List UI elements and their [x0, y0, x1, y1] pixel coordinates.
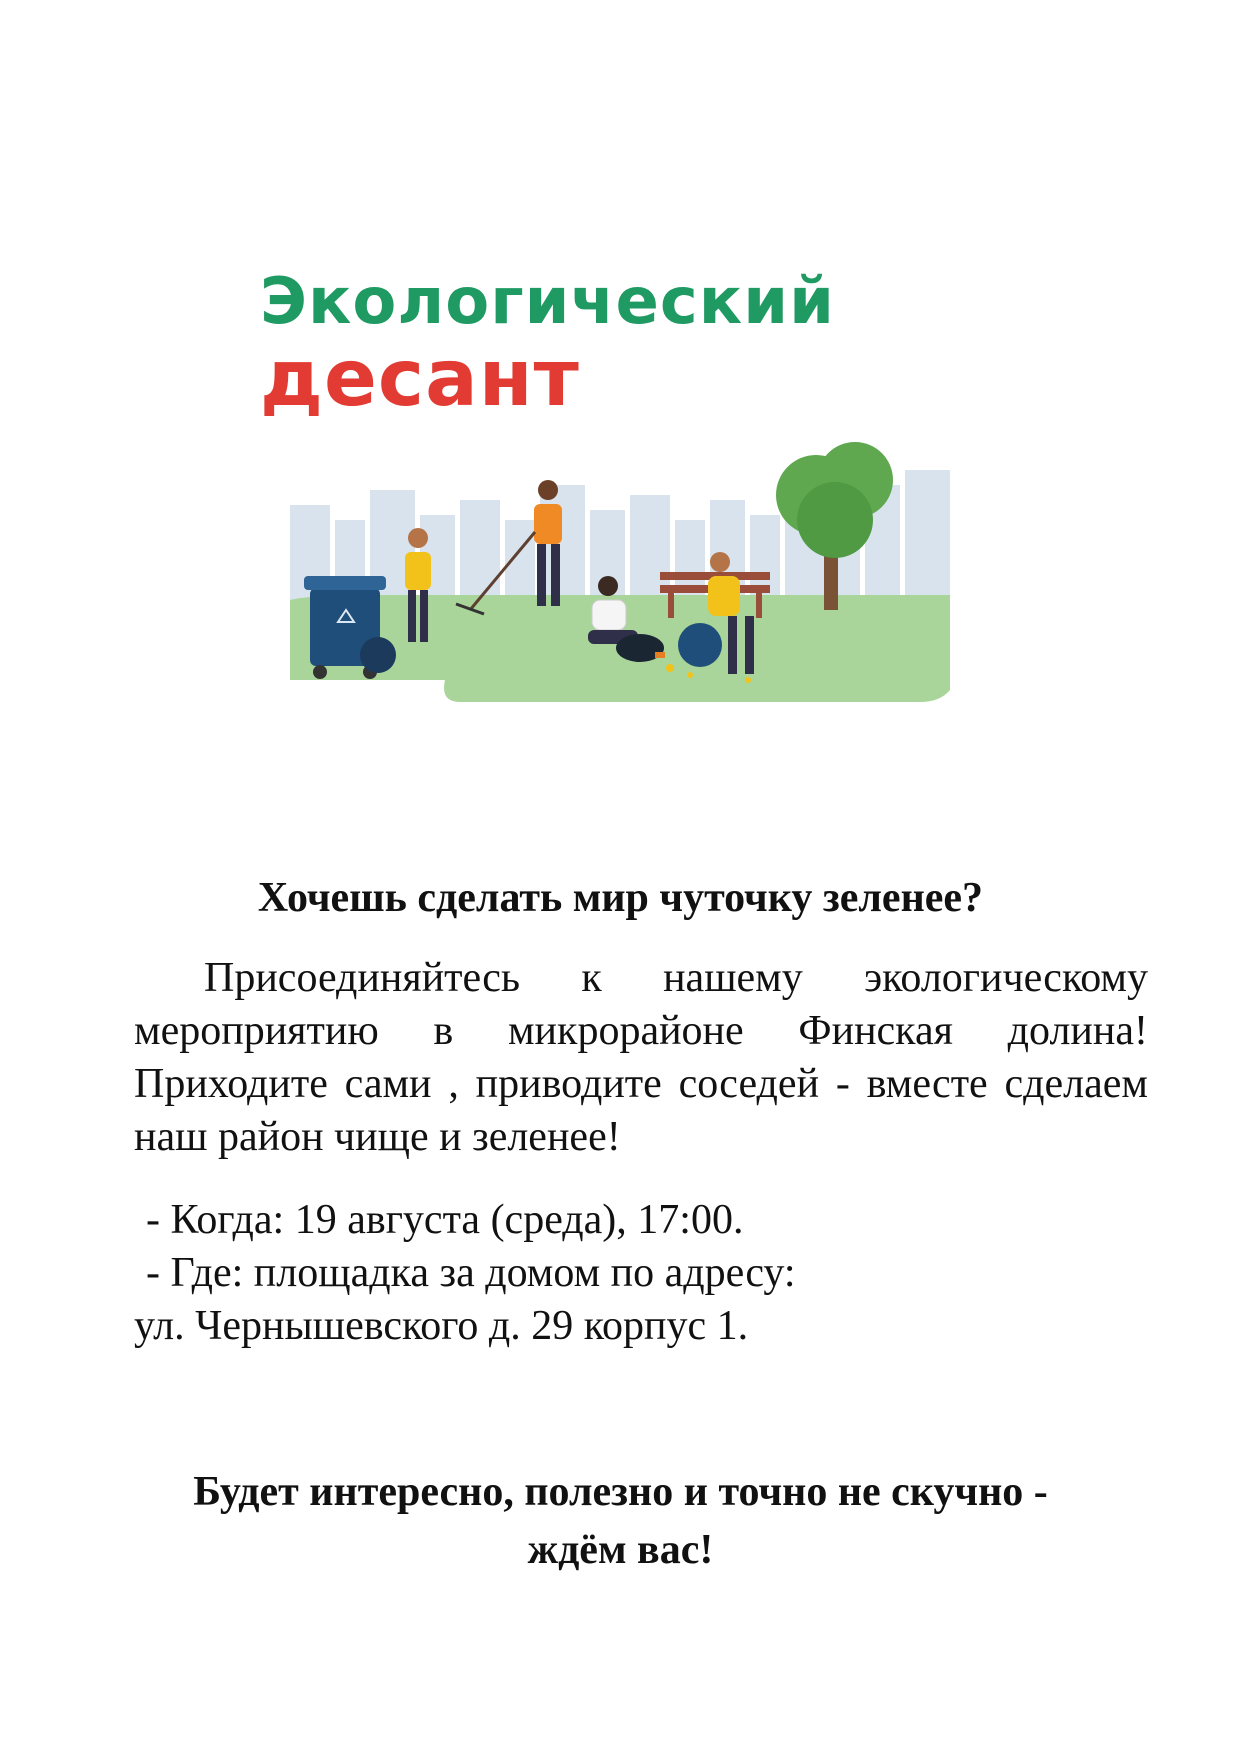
event-details: [134, 1194, 1148, 1353]
event-when: - Когда: 19 августа (среда), 17:00.: [146, 1197, 744, 1243]
invitation-paragraph: Присоединяйтесь к нашему экологическому мероприятию в микрорайоне Финская долина! Приходите сами , приводите соседей - вместе сделаем наш район чище и зеленее!: [134, 955, 1148, 1160]
closing-message: [0, 1463, 1241, 1579]
hero-banner: [250, 265, 1010, 730]
headline-question: Хочешь сделать мир чуточку зеленее?: [257, 875, 984, 921]
event-where: - Где: площадка за домом по адресу:: [146, 1250, 796, 1296]
closing-line-1: Будет интересно, полезно и точно не скучно -: [193, 1469, 1048, 1515]
closing-line-2: ждём вас!: [527, 1527, 714, 1573]
hero-title-green: Экологический: [260, 265, 835, 339]
hero-title-red: десант: [260, 334, 580, 424]
event-address: ул. Чернышевского д. 29 корпус 1.: [134, 1303, 749, 1349]
